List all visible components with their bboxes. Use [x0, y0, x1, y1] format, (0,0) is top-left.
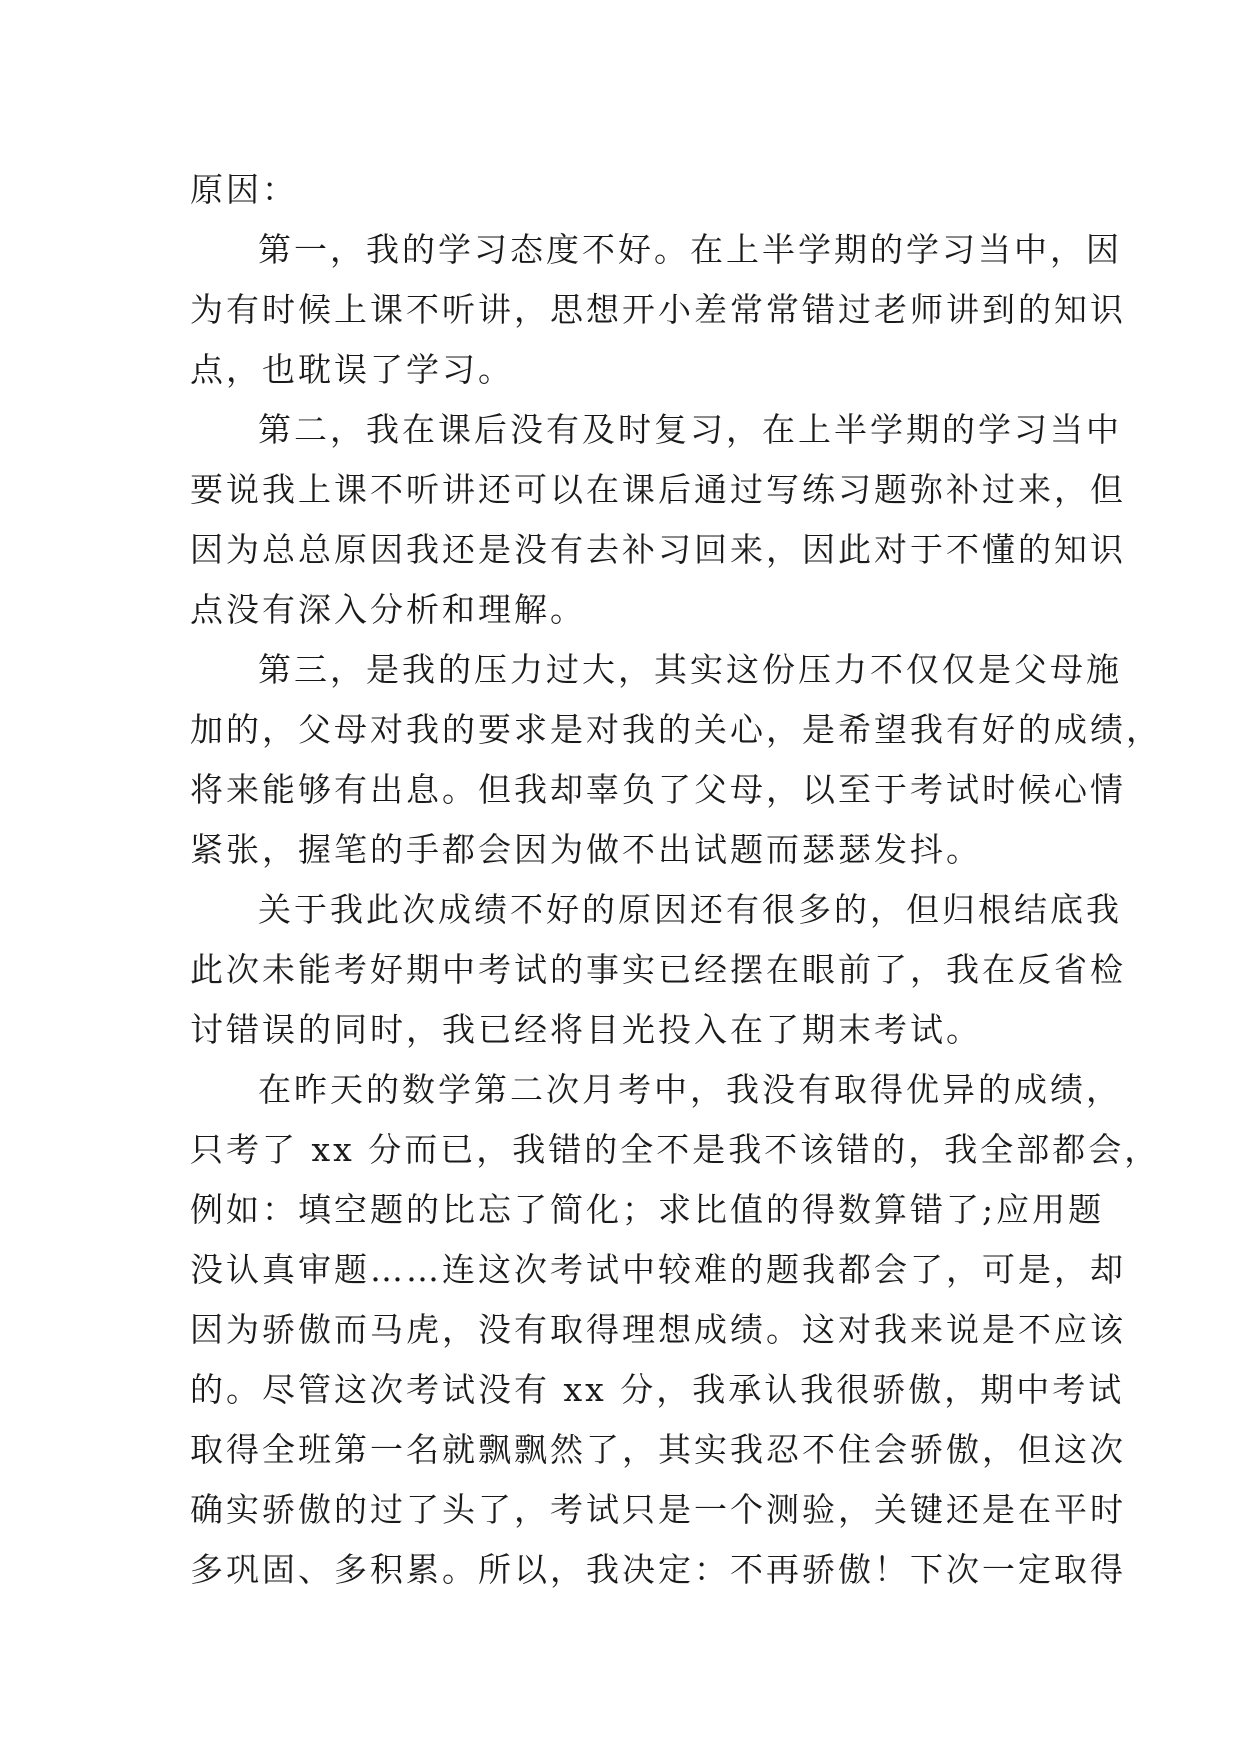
text-line: 加的，父母对我的要求是对我的关心，是希望我有好的成绩， — [190, 710, 1162, 749]
text-line: 原因： — [190, 170, 298, 209]
text-line: 将来能够有出息。但我却辜负了父母，以至于考试时候心情 — [190, 770, 1126, 809]
text-line: 例如：填空题的比忘了简化；求比值的得数算错了;应用题 — [190, 1190, 1105, 1229]
text-line: 关于我此次成绩不好的原因还有很多的，但归根结底我 — [258, 890, 1122, 929]
text-line: 紧张，握笔的手都会因为做不出试题而瑟瑟发抖。 — [190, 830, 982, 869]
text-line: 没认真审题……连这次考试中较难的题我都会了，可是，却 — [190, 1250, 1126, 1289]
text-line: 只考了 xx 分而已，我错的全不是我不该错的，我全部都会， — [190, 1130, 1161, 1169]
text-line: 取得全班第一名就飘飘然了，其实我忍不住会骄傲，但这次 — [190, 1430, 1126, 1469]
text-line: 因为骄傲而马虎，没有取得理想成绩。这对我来说是不应该 — [190, 1310, 1126, 1349]
text-line: 此次未能考好期中考试的事实已经摆在眼前了，我在反省检 — [190, 950, 1126, 989]
text-line: 在昨天的数学第二次月考中，我没有取得优异的成绩， — [258, 1070, 1122, 1109]
text-line: 第二，我在课后没有及时复习，在上半学期的学习当中 — [258, 410, 1122, 449]
text-line: 的。尽管这次考试没有 xx 分，我承认我很骄傲，期中考试 — [190, 1370, 1125, 1409]
text-line: 因为总总原因我还是没有去补习回来，因此对于不懂的知识 — [190, 530, 1126, 569]
text-line: 点，也耽误了学习。 — [190, 350, 514, 389]
text-line: 多巩固、多积累。所以，我决定：不再骄傲！下次一定取得 — [190, 1550, 1126, 1589]
text-line: 第一，我的学习态度不好。在上半学期的学习当中，因 — [258, 230, 1122, 269]
text-line: 要说我上课不听讲还可以在课后通过写练习题弥补过来，但 — [190, 470, 1126, 509]
text-line: 为有时候上课不听讲，思想开小差常常错过老师讲到的知识 — [190, 290, 1126, 329]
document-body — [190, 160, 1162, 1600]
text-line: 点没有深入分析和理解。 — [190, 590, 586, 629]
text-line: 确实骄傲的过了头了，考试只是一个测验，关键还是在平时 — [190, 1490, 1126, 1529]
text-line: 第三，是我的压力过大，其实这份压力不仅仅是父母施 — [258, 650, 1122, 689]
text-line: 讨错误的同时，我已经将目光投入在了期末考试。 — [190, 1010, 982, 1049]
